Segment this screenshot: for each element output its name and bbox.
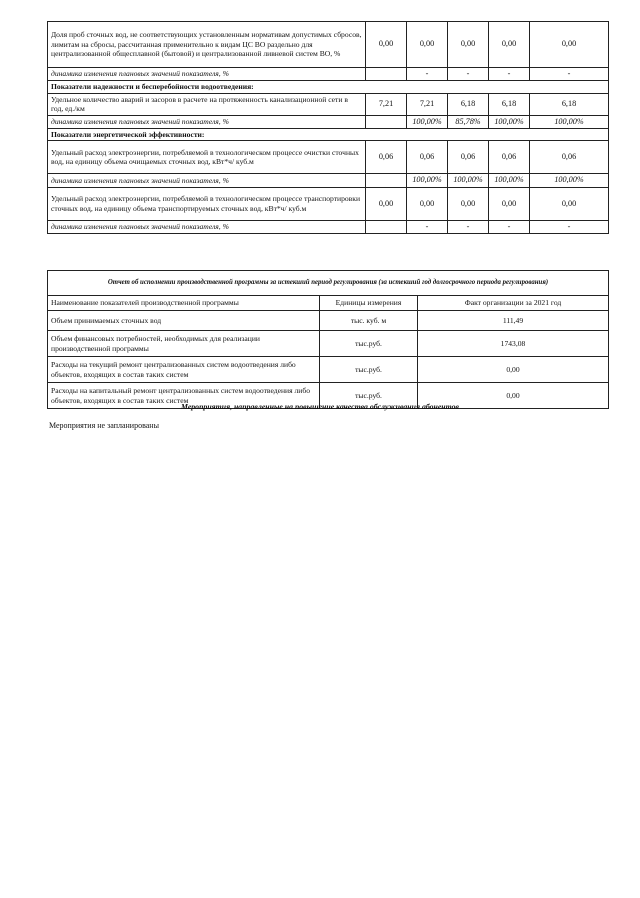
value-cell: - <box>448 68 489 81</box>
value-cell: 100,00% <box>489 115 530 128</box>
table-row <box>48 357 609 383</box>
value-cell: 6,18 <box>489 93 530 115</box>
column-header-unit: Единицы измерения <box>320 296 418 311</box>
table-row <box>48 141 609 174</box>
table-row <box>48 115 609 128</box>
row-label: динамика изменения плановых значений показателя, % <box>48 115 366 128</box>
row-label: Доля проб сточных вод, не соответствующих установленным нормативам допустимых сбросов, лимитам на сбросы, рассчитанная применительно к видам ЦС ВО раздельно для централизованной общесплавной (бытовой) и централизованной ливневой систем ВО, % <box>48 22 366 68</box>
value-cell: - <box>407 220 448 233</box>
table-row <box>48 93 609 115</box>
value-cell: 0,00 <box>489 22 530 68</box>
row-label: динамика изменения плановых значений показателя, % <box>48 68 366 81</box>
report-unit: тыс.руб. <box>320 331 418 357</box>
column-header-fact: Факт организации за 2021 год <box>418 296 609 311</box>
section-title: Показатели энергетической эффективности: <box>48 128 609 140</box>
report-table <box>47 270 609 409</box>
report-name: Расходы на капитальный ремонт централизованных систем водоотведения либо объектов, входящих в состав таких систем <box>48 383 320 409</box>
value-cell: 85,78% <box>448 115 489 128</box>
value-cell: - <box>530 68 609 81</box>
table-row <box>48 68 609 81</box>
value-cell: 0,00 <box>448 22 489 68</box>
report-name: Объем финансовых потребностей, необходимых для реализации производственной программы <box>48 331 320 357</box>
value-cell: 0,00 <box>366 187 407 220</box>
row-label: Удельный расход электроэнергии, потребляемой в технологическом процессе транспортировки сточных вод, на единицу объема транспортируемых сточных вод, кВт*ч/ куб.м <box>48 187 366 220</box>
table-row <box>48 311 609 331</box>
table-row <box>48 174 609 187</box>
report-fact: 0,00 <box>418 357 609 383</box>
report-header-row <box>48 296 609 311</box>
table-row <box>48 22 609 68</box>
value-cell: 0,06 <box>530 141 609 174</box>
value-cell <box>366 115 407 128</box>
value-cell: 100,00% <box>530 115 609 128</box>
value-cell: 100,00% <box>407 115 448 128</box>
section-row <box>48 81 609 93</box>
value-cell: - <box>448 220 489 233</box>
table-row <box>48 187 609 220</box>
value-cell: 0,06 <box>366 141 407 174</box>
value-cell: 0,00 <box>407 187 448 220</box>
measures-text: Мероприятия не запланированы <box>49 421 159 430</box>
report-heading: Отчет об исполнении производственной программы за истекший период регулирования (за истекший год долгосрочного периода регулирования) <box>48 271 609 296</box>
report-fact: 111,49 <box>418 311 609 331</box>
report-name: Объем принимаемых сточных вод <box>48 311 320 331</box>
row-label: Удельное количество аварий и засоров в расчете на протяженность канализационной сети в год, ед./км <box>48 93 366 115</box>
report-heading-row <box>48 271 609 296</box>
measures-heading: Мероприятия, направленные на повышение качества обслуживания абонентов <box>181 402 459 411</box>
table-row <box>48 220 609 233</box>
value-cell: 0,06 <box>407 141 448 174</box>
value-cell: 100,00% <box>407 174 448 187</box>
section-title: Показатели надежности и бесперебойности водоотведения: <box>48 81 609 93</box>
value-cell: 0,00 <box>366 22 407 68</box>
value-cell: 100,00% <box>489 174 530 187</box>
value-cell <box>366 174 407 187</box>
value-cell: 0,00 <box>489 187 530 220</box>
report-name: Расходы на текущий ремонт централизованных систем водоотведения либо объектов, входящих в состав таких систем <box>48 357 320 383</box>
value-cell: - <box>489 220 530 233</box>
report-fact: 0,00 <box>418 383 609 409</box>
row-label: динамика изменения плановых значений показателя, % <box>48 174 366 187</box>
value-cell: 7,21 <box>366 93 407 115</box>
value-cell: 0,00 <box>530 187 609 220</box>
column-header-name: Наименование показателей производственной программы <box>48 296 320 311</box>
section-row <box>48 128 609 140</box>
value-cell: 6,18 <box>448 93 489 115</box>
row-label: Удельный расход электроэнергии, потребляемой в технологическом процессе очистки сточных вод, на единицу объема очищаемых сточных вод, кВт*ч/ куб.м <box>48 141 366 174</box>
value-cell <box>366 68 407 81</box>
value-cell <box>366 220 407 233</box>
value-cell: 0,00 <box>407 22 448 68</box>
value-cell: - <box>489 68 530 81</box>
report-unit: тыс.руб. <box>320 383 418 409</box>
table-row <box>48 331 609 357</box>
report-fact: 1743,08 <box>418 331 609 357</box>
value-cell: 100,00% <box>530 174 609 187</box>
value-cell: - <box>407 68 448 81</box>
value-cell: 0,00 <box>448 187 489 220</box>
value-cell: - <box>530 220 609 233</box>
indicators-table <box>47 21 609 234</box>
value-cell: 0,06 <box>489 141 530 174</box>
value-cell: 7,21 <box>407 93 448 115</box>
value-cell: 0,00 <box>530 22 609 68</box>
value-cell: 100,00% <box>448 174 489 187</box>
value-cell: 0,06 <box>448 141 489 174</box>
row-label: динамика изменения плановых значений показателя, % <box>48 220 366 233</box>
report-unit: тыс.руб. <box>320 357 418 383</box>
report-unit: тыс. куб. м <box>320 311 418 331</box>
value-cell: 6,18 <box>530 93 609 115</box>
